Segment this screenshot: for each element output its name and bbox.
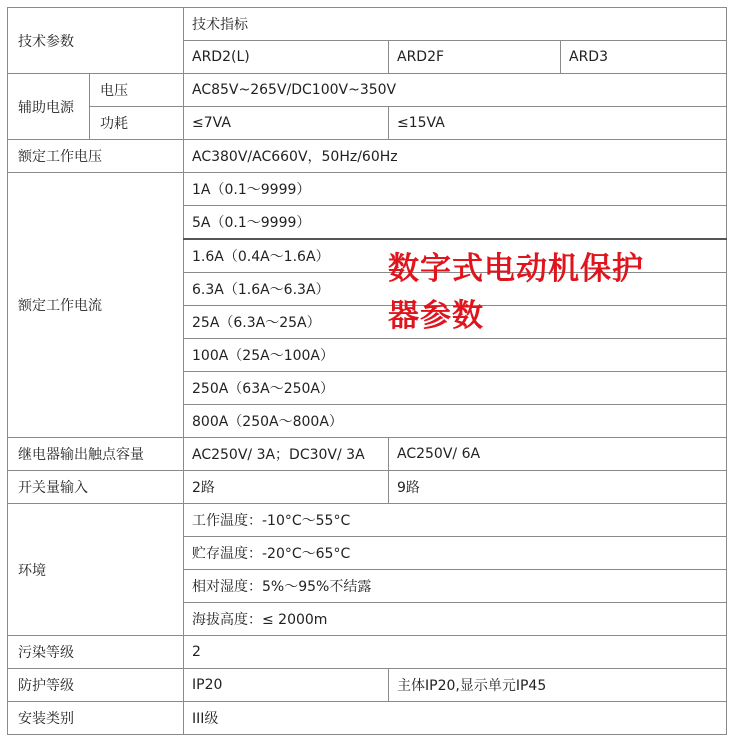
switch-input-label: 开关量输入 <box>8 471 184 504</box>
install-label: 安装类别 <box>8 702 184 735</box>
voltage-value: AC85V~265V/DC100V~350V <box>184 74 727 107</box>
rated-current-label: 额定工作电流 <box>8 173 184 438</box>
voltage-label: 电压 <box>90 74 184 107</box>
aux-power-voltage-row <box>8 74 727 107</box>
header-index: 技术指标 <box>184 8 727 41</box>
environment-row <box>8 504 727 537</box>
rated-current-value: 5A（0.1～9999） <box>184 206 727 240</box>
relay-output-label: 继电器输出触点容量 <box>8 438 184 471</box>
model-ard2l: ARD2(L) <box>184 41 389 74</box>
aux-power-power-row <box>8 107 727 140</box>
overlay-line-2: 器参数 <box>388 298 484 334</box>
red-title-overlay <box>388 246 718 340</box>
rated-current-value: 800A（250A～800A） <box>184 405 727 438</box>
environment-value: 相对湿度：5%～95%不结露 <box>184 570 727 603</box>
install-row <box>8 702 727 735</box>
aux-power-label: 辅助电源 <box>8 74 90 140</box>
relay-output-value-a: AC250V/ 3A；DC30V/ 3A <box>184 438 389 471</box>
rated-voltage-value: AC380V/AC660V，50Hz/60Hz <box>184 140 727 173</box>
rated-current-value: 100A（25A～100A） <box>184 339 727 372</box>
rated-current-value: 1A（0.1～9999） <box>184 173 727 206</box>
rated-voltage-row <box>8 140 727 173</box>
rated-voltage-label: 额定工作电压 <box>8 140 184 173</box>
rated-current-row <box>8 173 727 206</box>
protection-row <box>8 669 727 702</box>
pollution-value: 2 <box>184 636 727 669</box>
rated-current-value: 25A（6.3A～25A） <box>184 306 727 339</box>
protection-label: 防护等级 <box>8 669 184 702</box>
pollution-label: 污染等级 <box>8 636 184 669</box>
environment-label: 环境 <box>8 504 184 636</box>
environment-value: 工作温度：-10°C～55°C <box>184 504 727 537</box>
environment-value: 海拔高度：≤ 2000m <box>184 603 727 636</box>
power-label: 功耗 <box>90 107 184 140</box>
model-ard3: ARD3 <box>561 41 727 74</box>
power-other: ≤15VA <box>389 107 727 140</box>
install-value: III级 <box>184 702 727 735</box>
relay-output-value-b: AC250V/ 6A <box>389 438 727 471</box>
rated-current-value: 6.3A（1.6A～6.3A） <box>184 273 727 306</box>
header-param: 技术参数 <box>8 8 184 74</box>
environment-value: 贮存温度：-20°C～65°C <box>184 537 727 570</box>
switch-input-value-a: 2路 <box>184 471 389 504</box>
switch-input-value-b: 9路 <box>389 471 727 504</box>
spec-table <box>7 7 727 735</box>
relay-output-row <box>8 438 727 471</box>
header-row-1 <box>8 8 727 41</box>
power-ard2l: ≤7VA <box>184 107 389 140</box>
model-ard2f: ARD2F <box>389 41 561 74</box>
rated-current-value: 250A（63A～250A） <box>184 372 727 405</box>
switch-input-row <box>8 471 727 504</box>
overlay-line-1: 数字式电动机保护 <box>388 251 644 287</box>
rated-current-value: 1.6A（0.4A～1.6A） <box>184 239 727 273</box>
protection-value-a: IP20 <box>184 669 389 702</box>
protection-value-b: 主体IP20,显示单元IP45 <box>389 669 727 702</box>
pollution-row <box>8 636 727 669</box>
